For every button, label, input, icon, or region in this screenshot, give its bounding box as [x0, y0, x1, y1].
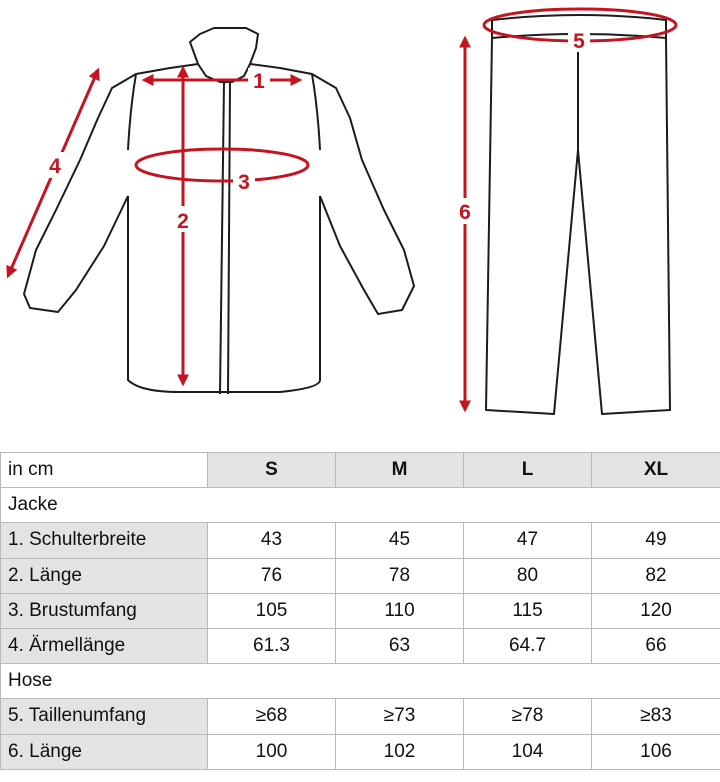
table-row [1, 523, 720, 558]
header-row [1, 453, 720, 488]
value-cell: ≥78 [464, 699, 592, 734]
value-cell: 106 [592, 734, 720, 769]
value-cell: 110 [336, 593, 464, 628]
value-cell: ≥83 [592, 699, 720, 734]
marker-5: 5 [573, 30, 585, 53]
row-label: 2. Länge [1, 558, 208, 593]
table-row [1, 558, 720, 593]
size-header-l: L [464, 453, 592, 488]
row-label: 1. Schulterbreite [1, 523, 208, 558]
section-gap-cell [592, 664, 720, 699]
marker-4: 4 [49, 155, 61, 178]
table-row [1, 628, 720, 663]
marker-1: 1 [253, 70, 265, 93]
trousers-outline [486, 15, 670, 414]
measurement-lines [8, 9, 676, 410]
value-cell: 104 [464, 734, 592, 769]
value-cell: 120 [592, 593, 720, 628]
value-cell: 78 [336, 558, 464, 593]
value-cell: 100 [208, 734, 336, 769]
row-label: 4. Ärmellänge [1, 628, 208, 663]
row-label: 6. Länge [1, 734, 208, 769]
row-label: 5. Taillenumfang [1, 699, 208, 734]
section-row [1, 664, 720, 699]
value-cell: 105 [208, 593, 336, 628]
jacket-outline [24, 28, 414, 394]
value-cell: ≥73 [336, 699, 464, 734]
value-cell: 63 [336, 628, 464, 663]
value-cell: 45 [336, 523, 464, 558]
section-gap-cell [592, 488, 720, 523]
value-cell: 61.3 [208, 628, 336, 663]
value-cell: 82 [592, 558, 720, 593]
value-cell: 43 [208, 523, 336, 558]
table-row [1, 699, 720, 734]
size-header-m: M [336, 453, 464, 488]
marker-2: 2 [177, 210, 189, 233]
unit-label: in cm [1, 453, 208, 488]
size-table [0, 452, 720, 770]
size-header-xl: XL [592, 453, 720, 488]
size-header-s: S [208, 453, 336, 488]
value-cell: 64.7 [464, 628, 592, 663]
value-cell: 66 [592, 628, 720, 663]
value-cell: 80 [464, 558, 592, 593]
value-cell: 102 [336, 734, 464, 769]
section-title-hose: Hose [1, 664, 592, 699]
value-cell: 49 [592, 523, 720, 558]
marker-6: 6 [459, 201, 471, 224]
marker-3: 3 [238, 171, 250, 194]
table-row [1, 593, 720, 628]
value-cell: 115 [464, 593, 592, 628]
section-title-jacke: Jacke [1, 488, 592, 523]
table-row [1, 734, 720, 769]
value-cell: 47 [464, 523, 592, 558]
value-cell: ≥68 [208, 699, 336, 734]
section-row [1, 488, 720, 523]
value-cell: 76 [208, 558, 336, 593]
row-label: 3. Brustumfang [1, 593, 208, 628]
